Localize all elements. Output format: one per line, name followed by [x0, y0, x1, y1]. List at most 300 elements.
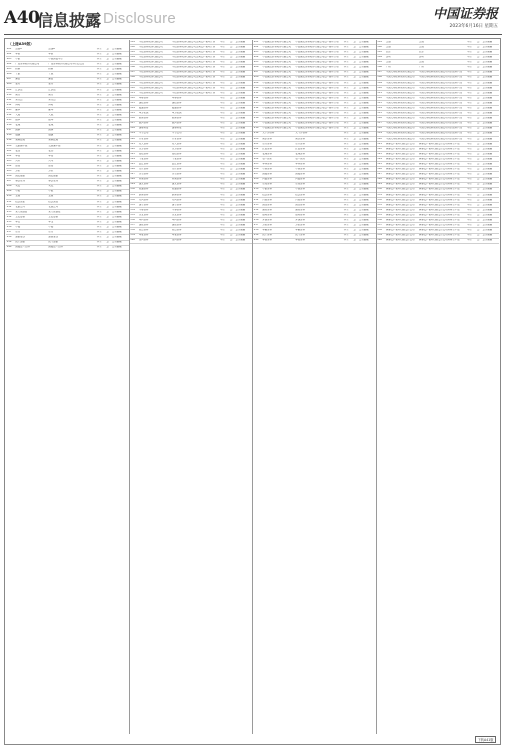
table-cell: 中信建投证券股份有限公司 [262, 56, 292, 59]
table-cell: 东方证券 [171, 147, 182, 150]
table-cell: 东北证券 [171, 213, 182, 216]
table-cell: 是否限额 [359, 91, 369, 94]
table-cell: 基金 [96, 78, 102, 81]
table-cell: 南京证券 [295, 137, 305, 140]
table-cell: 125 [130, 163, 135, 165]
table-cell: 基金 [220, 183, 225, 186]
table-cell: 中银纯债基金 [48, 57, 63, 60]
table-cell: 是 [229, 224, 233, 227]
section-title-en: Disclosure [103, 10, 177, 27]
table-cell: 314 [377, 106, 382, 109]
table-cell: 基金 [343, 71, 349, 74]
page-code: A40 [4, 8, 40, 28]
table-cell: 是 [476, 81, 480, 84]
table-cell: 123 [130, 152, 135, 155]
table-cell: 上投摩根 [15, 215, 25, 218]
table-cell: 303 [377, 50, 382, 53]
table-cell: 基金 [467, 239, 472, 242]
table-cell: 210 [253, 86, 259, 89]
table-cell: 中信建投证券股份有限公司 [262, 106, 292, 109]
table-cell: 是否限额 [112, 52, 122, 55]
table-cell: 信达证券 [262, 193, 272, 196]
table-cell: 是 [229, 234, 233, 237]
table-cell: 基金 [220, 132, 225, 135]
table-column [130, 40, 254, 734]
table-cell: 116 [130, 117, 135, 120]
table-cell: 诺安 [15, 164, 21, 167]
table-cell: 基金 [96, 170, 102, 172]
table-cell: 基金 [220, 45, 225, 48]
table-cell: 是 [106, 170, 109, 172]
table-cell: 基金 [96, 200, 102, 203]
table-cell: 是 [229, 142, 233, 145]
table-cell: 是否限额 [112, 139, 122, 142]
table-cell: 华夏 [15, 52, 21, 55]
table-cell: 是 [353, 61, 356, 64]
table-cell: 中信建投证券股份有限公司资产管理计划 [295, 101, 339, 104]
table-cell: 是否限额 [235, 183, 246, 186]
table-cell: 民生证券 [262, 234, 272, 237]
table-cell: 中信建投证券股份有限公司资产管理计划 [295, 40, 339, 43]
table-cell: 国联证券 [171, 224, 182, 227]
table-cell: 基金 [343, 122, 349, 125]
table-cell: 基金 [220, 81, 225, 84]
table-cell: 中信建投证券股份有限公司资产管理计划 [295, 76, 339, 79]
table-cell: 215 [253, 112, 259, 115]
table-cell: 北京 [385, 50, 391, 53]
table-cell: 030 [6, 195, 12, 198]
table-cell: 是 [106, 220, 109, 223]
table-cell: 是 [229, 147, 233, 150]
table-cell: 鹏华 [48, 108, 54, 111]
table-cell: 111 [130, 91, 135, 94]
table-cell: 是 [353, 66, 356, 69]
table-cell: 基金 [343, 203, 349, 206]
table-cell: 浦银安盛 [48, 236, 58, 239]
table-cell: 中国人寿保险股份有限公司分红保险产品 [418, 96, 462, 99]
table-cell: 中国人寿保险股份有限公司分红保险产品 [418, 86, 462, 89]
table-cell: 137 [130, 224, 135, 227]
table-cell: 工银 [48, 73, 54, 76]
table-cell: 008 [6, 83, 12, 86]
table-cell: 是 [229, 81, 233, 84]
table-cell: 国元证券 [171, 183, 182, 186]
table-cell: 银华 [15, 119, 21, 122]
table-cell: 是否限额 [112, 83, 122, 86]
table-cell: 是否限额 [482, 188, 493, 191]
table-cell: 016 [6, 124, 12, 127]
table-cell: 是 [106, 98, 109, 101]
table-cell: 中信证券股份有限公司定向资产管理计划 [171, 91, 215, 94]
table-cell: 140 [130, 239, 135, 242]
table-cell: 泰康资产管理有限责任公司 [385, 157, 415, 160]
table-cell: 太平洋证券 [295, 132, 308, 135]
continued-tag: 下转A41版 [475, 736, 496, 743]
table-cell: 是 [476, 152, 480, 155]
table-cell: 泰康资产管理有限责任公司 [385, 213, 415, 216]
table-cell: 是 [106, 200, 109, 203]
table-cell: 是 [106, 57, 109, 60]
issue-date: 2023年6月16日 星期五 [449, 24, 498, 29]
table-cell: 中国人寿保险股份有限公司分红保险产品 [418, 76, 462, 79]
table-cell: 基金 [467, 198, 472, 201]
table-cell: 是 [476, 117, 480, 120]
table-cell: 022 [6, 154, 12, 157]
table-cell: 中国人寿保险股份有限公司 [385, 91, 415, 94]
table-cell: 236 [253, 219, 259, 222]
table-cell: 基金 [343, 157, 349, 160]
table-cell: 220 [253, 137, 259, 140]
table-cell: 是否限额 [482, 137, 493, 140]
table-cell: 是 [106, 124, 109, 127]
table-cell: 是否限额 [235, 91, 246, 94]
table-cell: 004 [6, 63, 12, 66]
table-cell: 富国A [15, 47, 22, 50]
table-cell: 中银证券 [295, 188, 305, 191]
table-cell: 是 [353, 173, 356, 176]
table-cell: 基金 [343, 56, 349, 59]
table-cell: 长城 [15, 124, 21, 127]
table-cell: 038 [6, 236, 12, 239]
table-cell: 是 [229, 208, 233, 211]
table-cell: 是否限额 [359, 117, 369, 120]
table-cell: 博时 [15, 103, 21, 106]
table-cell: 浙商证券 [171, 193, 182, 196]
table-cell: 中国人寿保险股份有限公司 [385, 127, 415, 130]
table-cell: 是 [106, 236, 109, 239]
table-cell: 230 [253, 188, 259, 191]
table-cell: 中银 [15, 57, 21, 60]
table-cell: 321 [377, 142, 382, 145]
table-cell: 泰康资产管理有限责任公司养老金产品 [418, 168, 460, 171]
table-cell: 国信证券 [171, 101, 182, 104]
table-cell: 是否限额 [359, 178, 369, 181]
table-cell: 是否限额 [482, 229, 493, 232]
table-cell: 205 [253, 61, 259, 64]
table-cell: 基金 [343, 86, 349, 89]
table-cell: 113 [130, 101, 135, 104]
table-cell: 是否限额 [112, 78, 122, 81]
table-cell: 是 [229, 101, 233, 104]
table-cell: 泰康资产管理有限责任公司 [385, 239, 415, 242]
table-cell: 是否限额 [359, 50, 369, 53]
table-cell: 民生加银 [48, 241, 58, 244]
table-cell: 是 [476, 213, 480, 216]
table-cell: 是 [353, 122, 356, 125]
table-cell: 泰康资产管理有限责任公司养老金产品 [418, 229, 460, 232]
table-cell: 基金 [343, 239, 349, 242]
table-cell: 基金 [467, 178, 472, 181]
table-cell: 是 [476, 178, 480, 181]
table-cell: 是 [353, 86, 356, 89]
table-cell: 中国人寿保险股份有限公司分红保险产品 [418, 137, 462, 140]
table-cell: 基金 [96, 83, 102, 86]
table-cell: 是否限额 [112, 195, 122, 198]
table-cell: 浦银安盛 [15, 236, 25, 239]
table-cell: 中原证券 [262, 168, 272, 171]
table-cell: 基金 [220, 168, 225, 171]
table-cell: 是 [476, 91, 480, 94]
table-cell: 泰康资产管理有限责任公司养老金产品 [418, 203, 460, 206]
table-cell: 是否限额 [359, 188, 369, 191]
table-cell: 中信证券股份有限公司 [138, 81, 163, 84]
table-cell: 334 [377, 208, 382, 211]
table-cell: 012 [6, 103, 12, 106]
table-cell: 002 [6, 52, 12, 55]
table-cell: 银华 [48, 119, 54, 122]
table-cell: 基金 [467, 219, 472, 222]
table-cell: 是否限额 [482, 152, 493, 155]
table-cell: 是 [106, 241, 109, 244]
table-cell: 是 [476, 203, 480, 206]
table-cell: 基金 [220, 224, 225, 227]
table-cell: 是否限额 [482, 173, 493, 176]
table-cell: 中信建投证券股份有限公司资产管理计划 [295, 112, 339, 115]
table-cell: 交银施罗德 [48, 144, 61, 147]
table-cell: 是 [106, 78, 109, 81]
table-cell: 基金 [220, 219, 225, 222]
table-cell: 基金 [467, 163, 472, 165]
table-cell: 首创证券 [262, 198, 272, 201]
table-cell: 003 [6, 57, 12, 60]
table-cell: 是 [353, 71, 356, 74]
table-cell: 东方 [15, 231, 21, 234]
table-cell: 民生加银 [15, 241, 25, 244]
table-cell: 中信建投证券股份有限公司资产管理计划 [295, 96, 339, 99]
table-cell: 国金证券 [138, 203, 149, 206]
table-cell: 是否限额 [482, 183, 493, 186]
table-cell: 是否限额 [235, 178, 246, 181]
table-cell: 307 [377, 71, 382, 74]
table-cell: 是 [229, 66, 233, 69]
table-cell: 是 [229, 112, 233, 115]
table-cell: 交银施罗德 [15, 144, 28, 147]
table-cell: 基金 [96, 185, 102, 188]
table-cell: 是否限额 [482, 219, 493, 222]
table-cell: 122 [130, 147, 135, 150]
table-cell: 基金 [343, 198, 349, 201]
table-cell: 泰达宏利 [15, 180, 25, 183]
table-cell: 039 [6, 241, 12, 244]
table-cell: 浙商证券 [138, 193, 149, 196]
table-cell: 海通证券 [171, 106, 182, 109]
table-cell: 222 [253, 147, 259, 150]
table-cell: 中国人寿保险股份有限公司 [385, 101, 415, 104]
table-cell: 中信建投证券股份有限公司资产管理计划 [295, 56, 339, 59]
table-cell: 是 [229, 106, 233, 109]
table-cell: 是否限额 [359, 229, 369, 232]
table-cell: 330 [377, 188, 382, 191]
table-cell: 工银 [15, 73, 21, 76]
table-cell: 基金 [96, 73, 102, 76]
table-cell: 中信证券股份有限公司定向资产管理计划 [171, 40, 215, 43]
table-cell: 基金 [343, 219, 349, 222]
table-cell: 中信证券股份有限公司定向资产管理计划 [171, 71, 215, 74]
table-cell: 中信建投证券股份有限公司 [262, 50, 292, 53]
table-cell: 基金 [467, 152, 472, 155]
table-cell: 是 [353, 198, 356, 201]
table-cell: 基金 [96, 57, 102, 60]
table-cell: 是否限额 [112, 154, 122, 157]
table-cell: 基金 [467, 71, 472, 74]
table-cell: 是否限额 [482, 178, 493, 181]
table-cell: 基金 [220, 56, 225, 59]
table-cell: 湘财证券 [295, 208, 305, 211]
table-cell: 是否限额 [235, 86, 246, 89]
table-cell: 泰康资产管理有限责任公司 [385, 173, 415, 176]
table-cell: 119 [130, 132, 135, 135]
table-cell: 是 [106, 108, 109, 111]
table-cell: 西部证券 [262, 178, 272, 181]
table-cell: 招商 [48, 68, 54, 71]
table-cell: 中国人寿保险股份有限公司分红保险产品 [418, 91, 462, 94]
table-cell: 是否限额 [482, 106, 493, 109]
table-cell: 宝盈 [15, 195, 21, 198]
table-cell: 218 [253, 127, 259, 130]
table-cell: 基金 [220, 203, 225, 206]
table-cell: 方正证券 [138, 168, 149, 171]
table-cell: 基金 [343, 213, 349, 216]
table-cell: 基金 [96, 139, 102, 142]
newspaper-brand: 中国证券报 [432, 7, 498, 22]
table-cell: 财达证券 [138, 229, 149, 232]
table-cell: 是否限额 [112, 98, 122, 101]
table-cell: 是否限额 [112, 144, 122, 147]
table-cell: 001 [6, 47, 12, 50]
table-cell: 325 [377, 163, 382, 165]
table-cell: 是否限额 [112, 236, 122, 239]
table-cell: 基金 [467, 61, 472, 64]
table-cell: 是 [476, 56, 480, 59]
table-cell: 中国人寿保险股份有限公司分红保险产品 [418, 106, 462, 109]
table-cell: 上海 [385, 40, 391, 43]
table-cell: 德邦证券 [262, 213, 272, 216]
table-cell: 是否限额 [482, 132, 493, 135]
table-cell: 326 [377, 168, 382, 171]
table-cell: 121 [130, 142, 135, 145]
table-cell: 是否限额 [482, 224, 493, 227]
table-cell: 中国人寿保险股份有限公司 [385, 117, 415, 120]
table-cell: 基金 [220, 71, 225, 74]
table-cell: 汇添富 [15, 88, 23, 91]
table-cell: 是 [476, 173, 480, 176]
table-cell: 中信证券股份有限公司 [138, 40, 163, 43]
table-cell: 是否限额 [235, 117, 246, 120]
table-cell: 海通证券 [138, 106, 149, 109]
table-cell: 基金 [467, 40, 472, 43]
table-cell: 中信建投证券股份有限公司 [262, 101, 292, 104]
table-cell: 340 [377, 239, 382, 242]
table-cell: 是否限额 [359, 152, 369, 155]
table-cell: 基金 [343, 66, 349, 69]
table-cell: 是否限额 [359, 56, 369, 59]
table-cell: 基金 [96, 88, 102, 91]
table-cell: 中海 [15, 226, 21, 229]
table-cell: 景顺长城 [15, 139, 25, 142]
table-cell: 是 [353, 40, 356, 43]
table-cell: 021 [6, 149, 12, 152]
table-cell: 基金 [220, 234, 225, 237]
table-cell: 中信证券股份有限公司 [138, 61, 163, 64]
table-cell: 136 [130, 219, 135, 222]
table-cell: 泰康资产管理有限责任公司 [385, 219, 415, 222]
table-cell: 基金 [220, 122, 225, 125]
table-cell: 310 [377, 86, 382, 89]
table-cell: 上海 [385, 45, 391, 48]
table-cell: 基金 [343, 127, 349, 130]
table-cell: 是 [106, 190, 109, 193]
table-cell: 方正证券 [171, 168, 182, 171]
table-cell: 是否限额 [482, 147, 493, 150]
table-cell: 229 [253, 183, 259, 186]
table-cell: 是 [229, 132, 233, 135]
table-cell: 010 [6, 93, 12, 96]
table-cell: 是 [106, 164, 109, 167]
table-cell: 是否限额 [235, 61, 246, 64]
table-cell: 基金 [467, 56, 472, 59]
table-cell: 国泰 [15, 129, 21, 132]
table-cell: 031 [6, 200, 12, 203]
table-cell: 中信建投证券股份有限公司资产管理计划 [295, 122, 339, 125]
table-cell: 基金 [96, 220, 102, 223]
table-cell: 是否限额 [482, 50, 493, 53]
table-cell: 是否限额 [235, 142, 246, 145]
table-cell: 237 [253, 224, 259, 227]
table-cell: 是否限额 [235, 50, 246, 53]
table-cell: 是否限额 [112, 73, 122, 76]
table-cell: 基金 [467, 86, 472, 89]
table-cell: 是否限额 [235, 203, 246, 206]
table-cell: 中信证券股份有限公司定向资产管理计划 [171, 61, 215, 64]
table-cell: 中信证券股份有限公司 [138, 76, 163, 79]
table-cell: 018 [6, 134, 12, 137]
table-cell: 财通证券 [138, 188, 149, 191]
table-cell: 是 [476, 142, 480, 145]
table-cell: 中信证券股份有限公司定向资产管理计划 [171, 66, 215, 69]
table-cell: 嘉实 [15, 83, 21, 86]
table-cell: 中信建投证券股份有限公司 [262, 40, 292, 43]
table-cell: 223 [253, 152, 259, 155]
table-cell: 112 [130, 96, 135, 99]
table-cell: 是 [353, 137, 356, 140]
table-cell: 322 [377, 147, 382, 150]
table-cell: 232 [253, 198, 259, 201]
table-cell: 中国人寿保险股份有限公司 [385, 122, 415, 125]
table-cell: 基金 [467, 208, 472, 211]
table-cell: 是 [476, 106, 480, 109]
table-cell: 201 [253, 40, 259, 43]
table-cell: 是 [476, 198, 480, 201]
table-cell: 基金 [343, 168, 349, 171]
table-cell: 013 [6, 108, 12, 111]
table-cell: 是否限额 [482, 101, 493, 104]
table-cell: 是 [229, 213, 233, 216]
table-cell: 基金 [220, 147, 225, 150]
table-cell: 是 [353, 224, 356, 227]
table-cell: 328 [377, 178, 382, 181]
table-cell: 是 [106, 175, 109, 178]
table-cell: 是否限额 [112, 57, 122, 60]
table-cell: 广发证券股份有限公司基金投资者 [48, 63, 85, 66]
table-cell: 028 [6, 185, 12, 188]
table-cell: 首创证券 [295, 198, 305, 201]
table-cell: 国泰君安 [171, 127, 182, 130]
table-cell: 国泰君安 [138, 127, 149, 130]
table-cell: 万家 [48, 170, 54, 172]
table-cell: 中国人寿保险股份有限公司 [385, 86, 415, 89]
table-cell: 是 [106, 134, 109, 137]
table-cell: 是否限额 [359, 81, 369, 84]
